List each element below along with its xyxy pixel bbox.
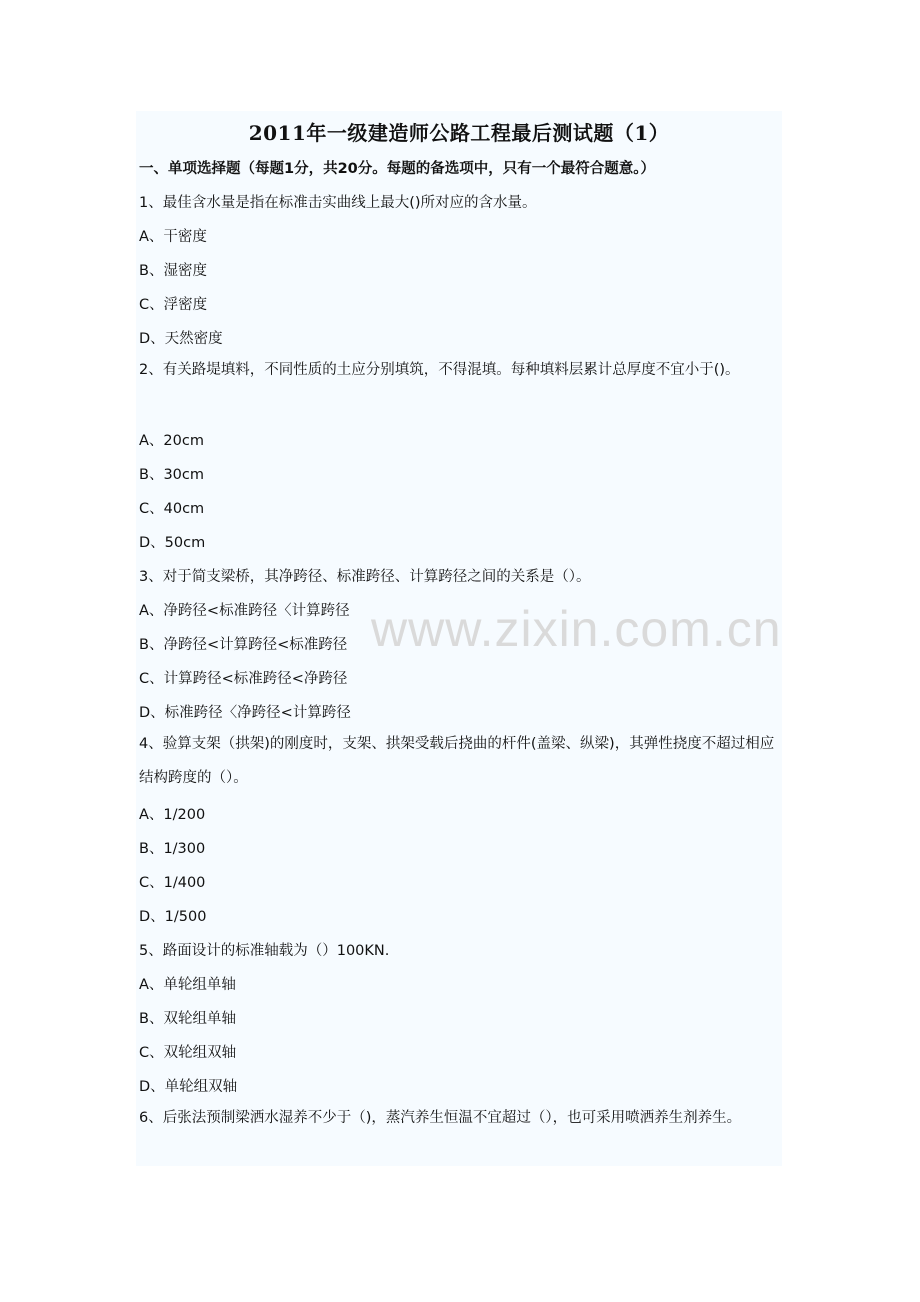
watermark: www.zixin.com.cn bbox=[371, 601, 782, 657]
q1-option-a: A、干密度 bbox=[139, 229, 207, 245]
question-5: 5、路面设计的标准轴载为（）100KN. bbox=[139, 943, 390, 959]
q3-option-d: D、标准跨径〈净跨径<计算跨径 bbox=[139, 705, 351, 721]
q5-option-c: C、双轮组双轴 bbox=[139, 1045, 237, 1061]
question-1: 1、最佳含水量是指在标准击实曲线上最大()所对应的含水量。 bbox=[139, 195, 537, 211]
q3-option-c: C、计算跨径<标准跨径<净跨径 bbox=[139, 671, 348, 687]
q1-option-d: D、天然密度 bbox=[139, 331, 223, 347]
q2-option-a: A、20cm bbox=[139, 433, 204, 449]
q2-option-d: D、50cm bbox=[139, 535, 206, 551]
q4-option-d: D、1/500 bbox=[139, 909, 207, 925]
question-3: 3、对于简支梁桥，其净跨径、标准跨径、计算跨径之间的关系是（）。 bbox=[139, 569, 591, 585]
q5-option-a: A、单轮组单轴 bbox=[139, 977, 236, 993]
q2-option-b: B、30cm bbox=[139, 467, 204, 483]
q3-option-b: B、净跨径<计算跨径<标准跨径 bbox=[139, 637, 348, 653]
q5-option-b: B、双轮组单轴 bbox=[139, 1011, 236, 1027]
q4-option-b: B、1/300 bbox=[139, 841, 206, 857]
q2-option-c: C、40cm bbox=[139, 501, 205, 517]
section-heading: 一、单项选择题（每题1分，共20分。每题的备选项中，只有一个最符合题意。） bbox=[139, 161, 656, 177]
question-6: 6、后张法预制梁洒水湿养不少于（)，蒸汽养生恒温不宜超过（），也可采用喷洒养生剂养生。 bbox=[139, 1110, 742, 1126]
q4-option-a: A、1/200 bbox=[139, 807, 206, 823]
q1-option-b: B、湿密度 bbox=[139, 263, 207, 279]
page-title: 2011年一级建造师公路工程最后测试题（1） bbox=[248, 121, 670, 145]
q5-option-d: D、单轮组双轴 bbox=[139, 1079, 238, 1095]
question-4: 4、验算支架（拱架)的刚度时，支架、拱架受载后挠曲的杆件(盖梁、纵梁)，其弹性挠度不超过相应结构跨度的（）。 bbox=[139, 736, 775, 786]
question-2: 2、有关路堤填料，不同性质的土应分别填筑，不得混填。每种填料层累计总厚度不宜小于()。 bbox=[139, 362, 740, 378]
q1-option-c: C、浮密度 bbox=[139, 297, 208, 313]
q3-option-a: A、净跨径<标准跨径〈计算跨径 bbox=[139, 603, 350, 619]
q4-option-c: C、1/400 bbox=[139, 875, 206, 891]
